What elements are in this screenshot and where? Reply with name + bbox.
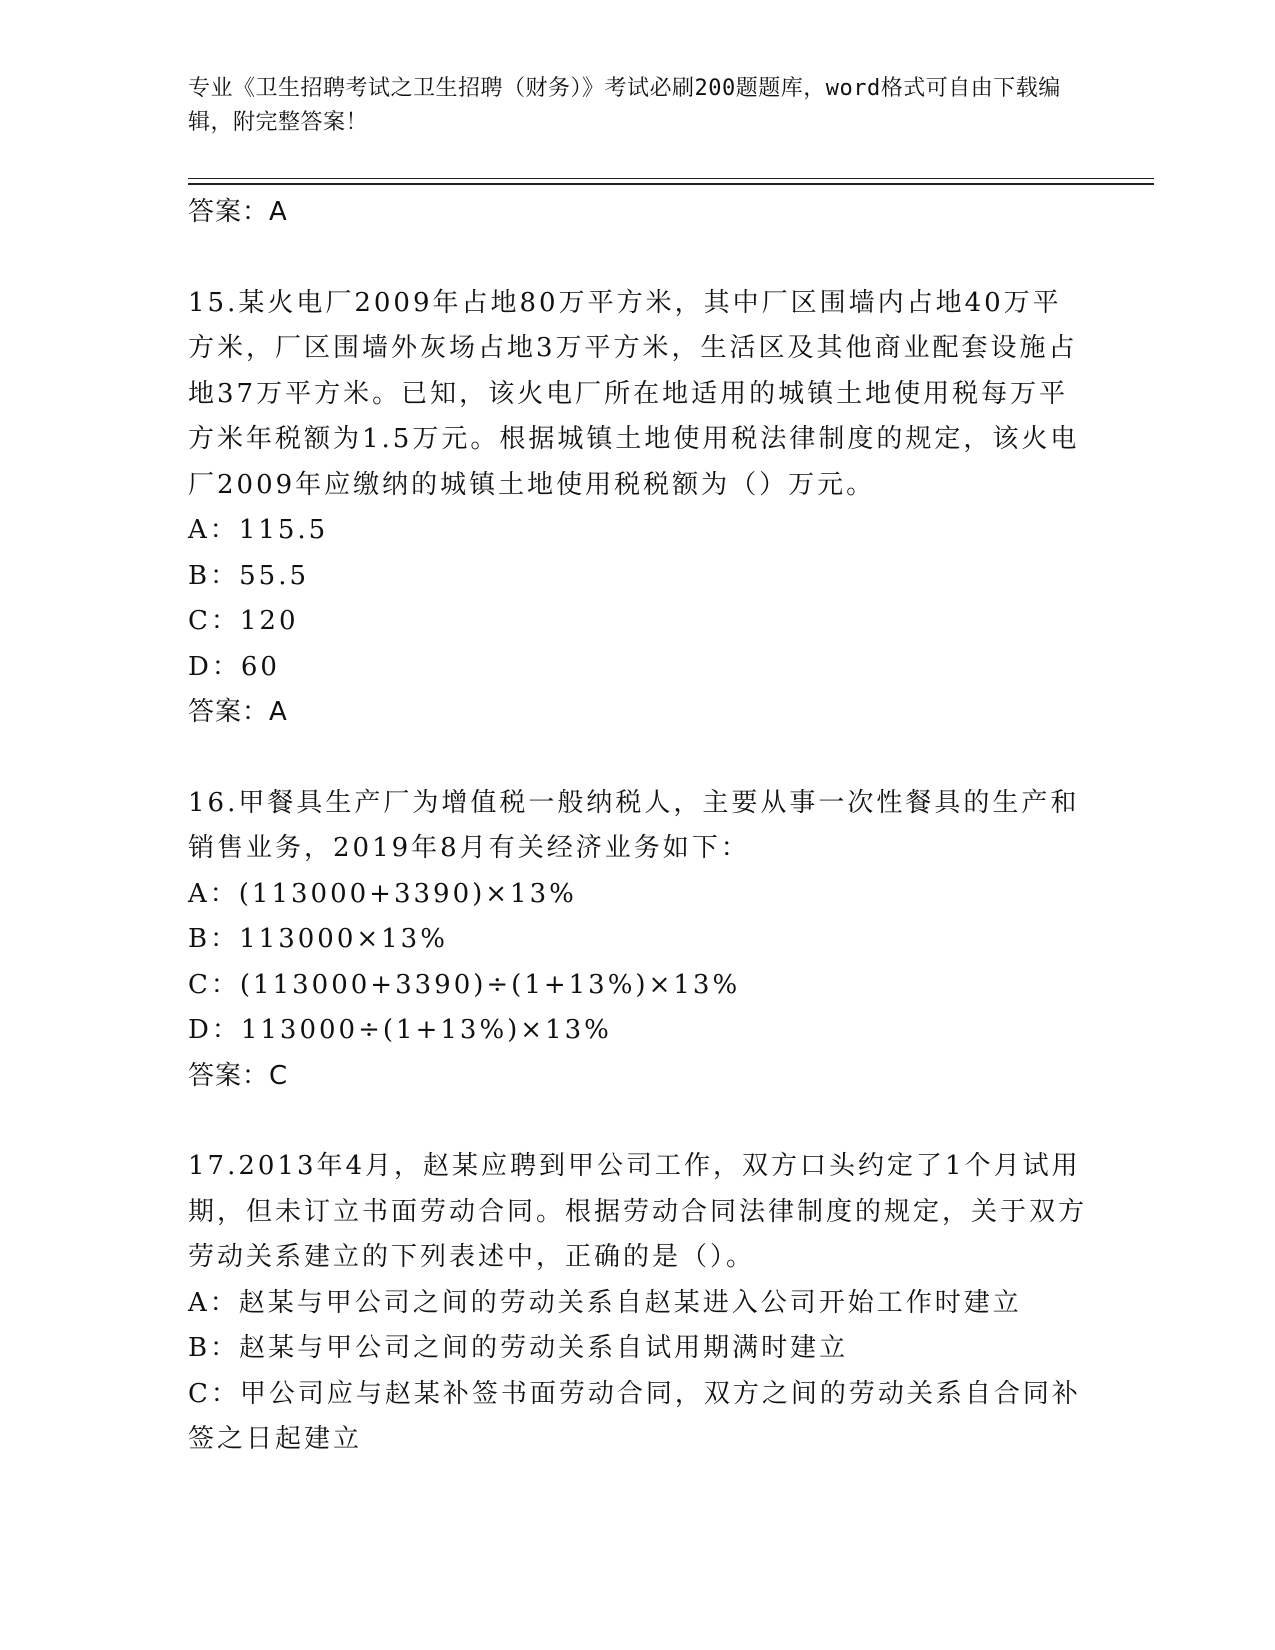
option-c: C：(113000+3390)÷(1+13%)×13% xyxy=(188,969,741,1000)
question-15 xyxy=(188,281,1088,736)
question-stem: 16.甲餐具生产厂为增值税一般纳税人，主要从事一次性餐具的生产和销售业务，2019年8月有关经济业务如下： xyxy=(188,787,1080,863)
header-divider-thick xyxy=(188,183,1154,185)
answer-line: 答案：A xyxy=(188,697,288,727)
option-d: D：113000÷(1+13%)×13% xyxy=(188,1015,612,1045)
question-16 xyxy=(188,781,1088,1100)
option-c: C：甲公司应与赵某补签书面劳动合同，双方之间的劳动关系自合同补签之日起建立 xyxy=(188,1378,1081,1454)
document-header: 专业《卫生招聘考试之卫生招聘（财务）》考试必刷200题题库，word格式可自由下载编辑，附完整答案！ xyxy=(188,76,1061,135)
option-d: D：60 xyxy=(188,651,280,682)
option-b: B：113000×13% xyxy=(188,924,448,954)
option-a: A：赵某与甲公司之间的劳动关系自赵某进入公司开始工作时建立 xyxy=(188,1287,1022,1318)
question-content xyxy=(188,190,1088,1463)
answer-line: 答案：C xyxy=(188,1060,289,1091)
option-c: C：120 xyxy=(188,606,299,636)
option-b: B：55.5 xyxy=(188,560,309,591)
option-a: A：115.5 xyxy=(188,515,329,545)
option-a: A：(113000+3390)×13% xyxy=(188,878,577,909)
question-stem: 15.某火电厂2009年占地80万平方米，其中厂区围墙内占地40万平方米，厂区围墙外灰场占地3万平方米，生活区及其他商业配套设施占地37万平方米。已知，该火电厂所在地适用的城镇土地使用税每万平方米年税额为1.5万元。根据城镇土地使用税法律制度的规定，该火电厂2009年应缴纳的城镇土地使用税税额为（）万元。 xyxy=(188,287,1080,500)
option-b: B：赵某与甲公司之间的劳动关系自试用期满时建立 xyxy=(188,1333,849,1363)
previous-answer: 答案：A xyxy=(188,197,288,227)
header-divider xyxy=(188,178,1154,179)
question-stem: 17.2013年4月，赵某应聘到甲公司工作，双方口头约定了1个月试用期，但未订立书面劳动合同。根据劳动合同法律制度的规定，关于双方劳动关系建立的下列表述中，正确的是（）。 xyxy=(188,1151,1088,1272)
question-17 xyxy=(188,1144,1088,1463)
